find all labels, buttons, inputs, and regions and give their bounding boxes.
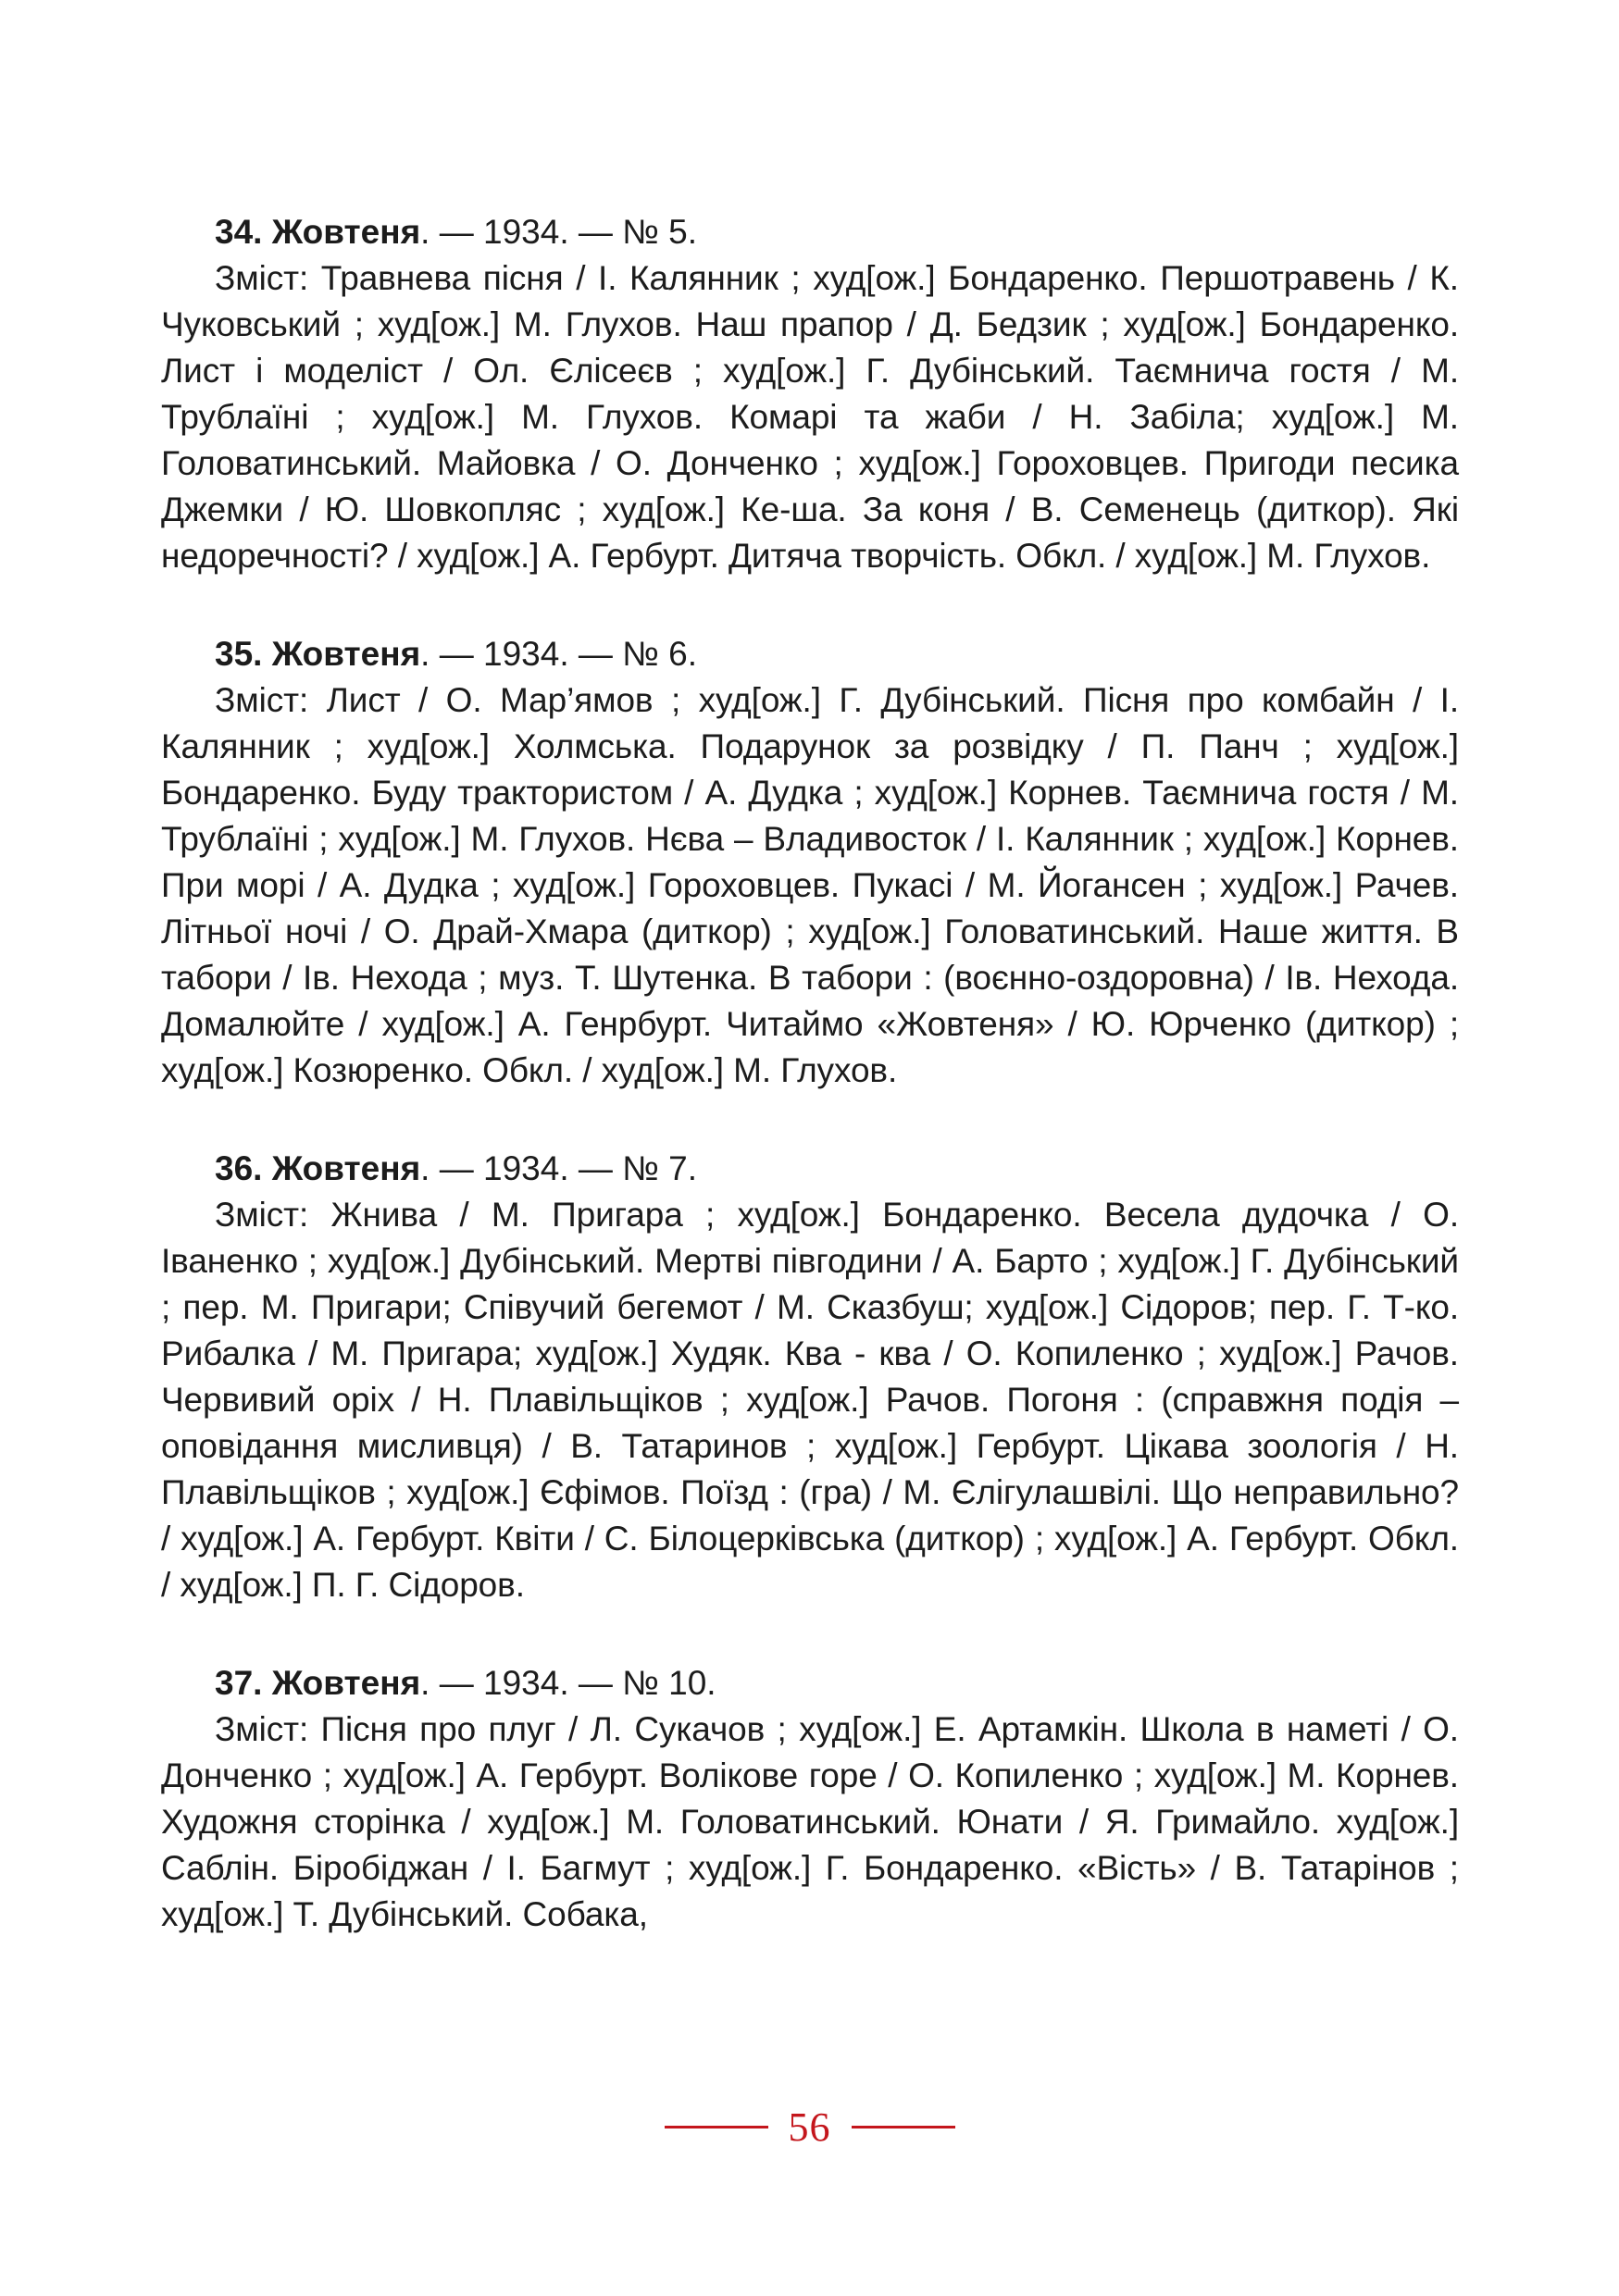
entry-35 [161, 631, 1459, 1094]
entry-meta: . — 1934. — № 10. [420, 1664, 716, 1702]
page-footer [0, 2099, 1619, 2154]
page-number: 56 [788, 2104, 831, 2150]
entry-meta: . — 1934. — № 7. [420, 1149, 697, 1187]
entry-number: 37. [215, 1664, 263, 1702]
entry-number: 36. [215, 1149, 263, 1187]
entry-contents: Зміст: Лист / О. Мар’ямов ; худ[ож.] Г. Дубінський. Пісня про комбайн / І. Калянник ; худ[ож.] Холмська. Подарунок за розвідку / П. Панч ; худ[ож.] Бондаренко. Буду трактористом / А. Дудка ; худ[ож.] Корнев. Таємнича гостя / М. Трублаїні ; худ[ож.] М. Глухов. Нєва – Владивосток / І. Калянник ; худ[ож.] Корнев. При морі / А. Дудка ; худ[ож.] Гороховцев. Пукасі / М. Йогансен ; худ[ож.] Рачев. Літньої ночі / О. Драй-Хмара (диткор) ; худ[ож.] Головатинський. Наше життя. В табори / Ів. Нехода ; муз. Т. Шутенка. В табори : (воєнно-оздоровна) / Ів. Нехода. Домалюйте / худ[ож.] А. Генрбурт. Читаймо «Жовтеня» / Ю. Юрченко (диткор) ; худ[ож.] Козюренко. Обкл. / худ[ож.] М. Глухов. [161, 681, 1459, 1089]
entry-title: Жовтеня [271, 635, 421, 673]
entry-title: Жовтеня [271, 1664, 421, 1702]
entry-heading [161, 1660, 1459, 1706]
entry-heading [161, 1146, 1459, 1192]
footer-rule-left [665, 2126, 768, 2128]
page-content [161, 209, 1459, 1990]
entry-heading [161, 631, 1459, 677]
entry-heading [161, 209, 1459, 255]
entry-contents: Зміст: Травнева пісня / І. Калянник ; худ[ож.] Бондаренко. Першотравень / К. Чуковський ; худ[ож.] М. Глухов. Наш прапор / Д. Бедзик ; худ[ож.] Бондаренко. Лист і моделіст / Ол. Єлісеєв ; худ[ож.] Г. Дубінський. Таємнича гостя / М. Трублаїні ; худ[ож.] М. Глухов. Комарі та жаби / Н. Забіла; худ[ож.] М. Головатинський. Майовка / О. Донченко ; худ[ож.] Гороховцев. Пригоди песика Джемки / Ю. Шовкопляс ; худ[ож.] Ке-ша. За коня / В. Семенець (диткор). Які недоречності? / худ[ож.] А. Гербурт. Дитяча творчість. Обкл. / худ[ож.] М. Глухов. [161, 259, 1459, 575]
entry-meta: . — 1934. — № 6. [420, 635, 697, 673]
entry-number: 34. [215, 213, 263, 251]
footer-rule-right [852, 2126, 955, 2128]
entry-title: Жовтеня [271, 213, 421, 251]
entry-34 [161, 209, 1459, 579]
entry-title: Жовтеня [271, 1149, 421, 1187]
entry-contents: Зміст: Жнива / М. Пригара ; худ[ож.] Бондаренко. Весела дудочка / О. Іваненко ; худ[ож.] Дубінський. Мертві півгодини / А. Барто ; худ[ож.] Г. Дубінський ; пер. М. Пригари; Співучий бегемот / М. Сказбуш; худ[ож.] Сідоров; пер. Г. Т-ко. Рибалка / М. Пригара; худ[ож.] Худяк. Ква - ква / О. Копиленко ; худ[ож.] Рачов. Червивий оріх / Н. Плавільщіков ; худ[ож.] Рачов. Погоня : (справжня подія – оповідання мисливця) / В. Татаринов ; худ[ож.] Гербурт. Цікава зоологія / Н. Плавільщіков ; худ[ож.] Єфімов. Поїзд : (гра) / М. Єлігулашвілі. Що неправильно? / худ[ож.] А. Гербурт. Квіти / С. Білоцерківська (диткор) ; худ[ож.] А. Гербурт. Обкл. / худ[ож.] П. Г. Сідоров. [161, 1196, 1459, 1604]
entry-37 [161, 1660, 1459, 1938]
entry-meta: . — 1934. — № 5. [420, 213, 697, 251]
entry-contents: Зміст: Пісня про плуг / Л. Сукачов ; худ[ож.] Е. Артамкін. Школа в наметі / О. Донченко ; худ[ож.] А. Гербурт. Волікове горе / О. Копиленко ; худ[ож.] М. Корнев. Художня сторінка / худ[ож.] М. Головатинський. Юнати / Я. Гримайло. худ[ож.] Саблін. Біробіджан / І. Багмут ; худ[ож.] Г. Бондаренко. «Вість» / В. Татарінов ; худ[ож.] Т. Дубінський. Собака, [161, 1710, 1459, 1933]
entry-number: 35. [215, 635, 263, 673]
entry-36 [161, 1146, 1459, 1608]
